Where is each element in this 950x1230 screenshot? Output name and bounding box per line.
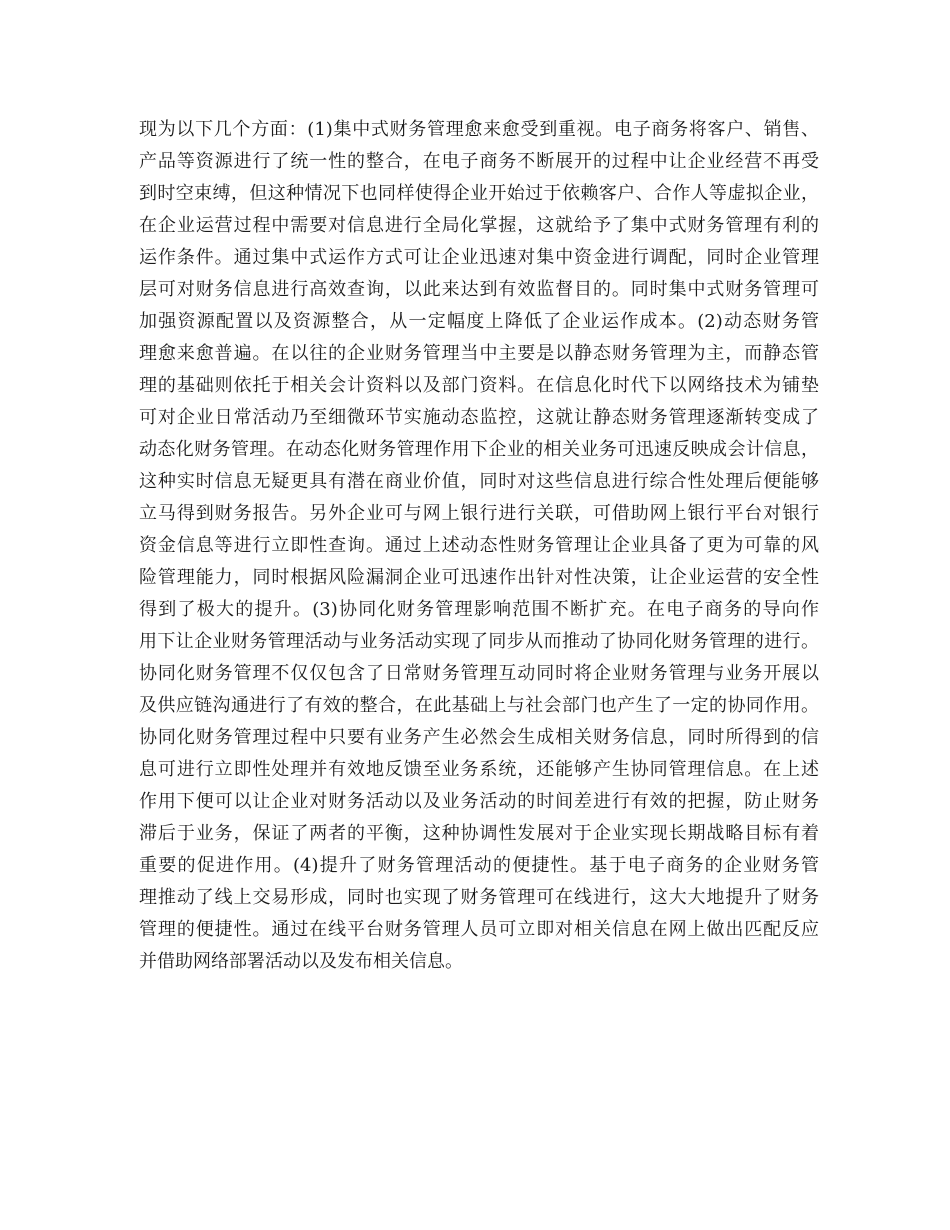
text-line: 管理的便捷性。通过在线平台财务管理人员可立即对相关信息在网上做出匹配反应	[139, 919, 819, 940]
text-line: 得到了极大的提升。(3)协同化财务管理影响范围不断扩充。在电子商务的导向作	[139, 599, 819, 620]
text-line: 现为以下几个方面：(1)集中式财务管理愈来愈受到重视。电子商务将客户、销售、	[139, 119, 819, 140]
text-line: 理愈来愈普遍。在以往的企业财务管理当中主要是以静态财务管理为主，而静态管	[139, 343, 819, 364]
text-line: 运作条件。通过集中式运作方式可让企业迅速对集中资金进行调配，同时企业管理	[139, 247, 819, 268]
text-line: 作用下便可以让企业对财务活动以及业务活动的时间差进行有效的把握，防止财务	[139, 791, 819, 812]
text-line: 在企业运营过程中需要对信息进行全局化掌握，这就给予了集中式财务管理有利的	[139, 215, 819, 236]
body-paragraph	[139, 114, 819, 978]
text-line: 协同化财务管理过程中只要有业务产生必然会生成相关财务信息，同时所得到的信	[139, 727, 819, 748]
text-line: 可对企业日常活动乃至细微环节实施动态监控，这就让静态财务管理逐渐转变成了	[139, 407, 819, 428]
text-line: 立马得到财务报告。另外企业可与网上银行进行关联，可借助网上银行平台对银行	[139, 503, 819, 524]
text-line: 理推动了线上交易形成，同时也实现了财务管理可在线进行，这大大地提升了财务	[139, 887, 819, 908]
text-line: 滞后于业务，保证了两者的平衡，这种协调性发展对于企业实现长期战略目标有着	[139, 823, 819, 844]
text-line: 加强资源配置以及资源整合，从一定幅度上降低了企业运作成本。(2)动态财务管	[139, 311, 819, 332]
text-line: 这种实时信息无疑更具有潜在商业价值，同时对这些信息进行综合性处理后便能够	[139, 471, 819, 492]
text-line: 资金信息等进行立即性查询。通过上述动态性财务管理让企业具备了更为可靠的风	[139, 535, 819, 556]
text-line: 动态化财务管理。在动态化财务管理作用下企业的相关业务可迅速反映成会计信息，	[139, 439, 819, 460]
text-line: 并借助网络部署活动以及发布相关信息。	[139, 951, 463, 972]
text-line: 层可对财务信息进行高效查询，以此来达到有效监督目的。同时集中式财务管理可	[139, 279, 819, 300]
text-line: 及供应链沟通进行了有效的整合，在此基础上与社会部门也产生了一定的协同作用。	[139, 695, 819, 716]
text-line: 理的基础则依托于相关会计资料以及部门资料。在信息化时代下以网络技术为铺垫	[139, 375, 819, 396]
text-line: 重要的促进作用。(4)提升了财务管理活动的便捷性。基于电子商务的企业财务管	[139, 855, 819, 876]
text-line: 险管理能力，同时根据风险漏洞企业可迅速作出针对性决策，让企业运营的安全性	[139, 567, 819, 588]
text-line: 到时空束缚，但这种情况下也同样使得企业开始过于依赖客户、合作人等虚拟企业，	[139, 183, 819, 204]
text-line: 产品等资源进行了统一性的整合，在电子商务不断展开的过程中让企业经营不再受	[139, 151, 819, 172]
text-line: 用下让企业财务管理活动与业务活动实现了同步从而推动了协同化财务管理的进行。	[139, 631, 819, 652]
text-line: 息可进行立即性处理并有效地反馈至业务系统，还能够产生协同管理信息。在上述	[139, 759, 819, 780]
text-line: 协同化财务管理不仅仅包含了日常财务管理互动同时将企业财务管理与业务开展以	[139, 663, 819, 684]
